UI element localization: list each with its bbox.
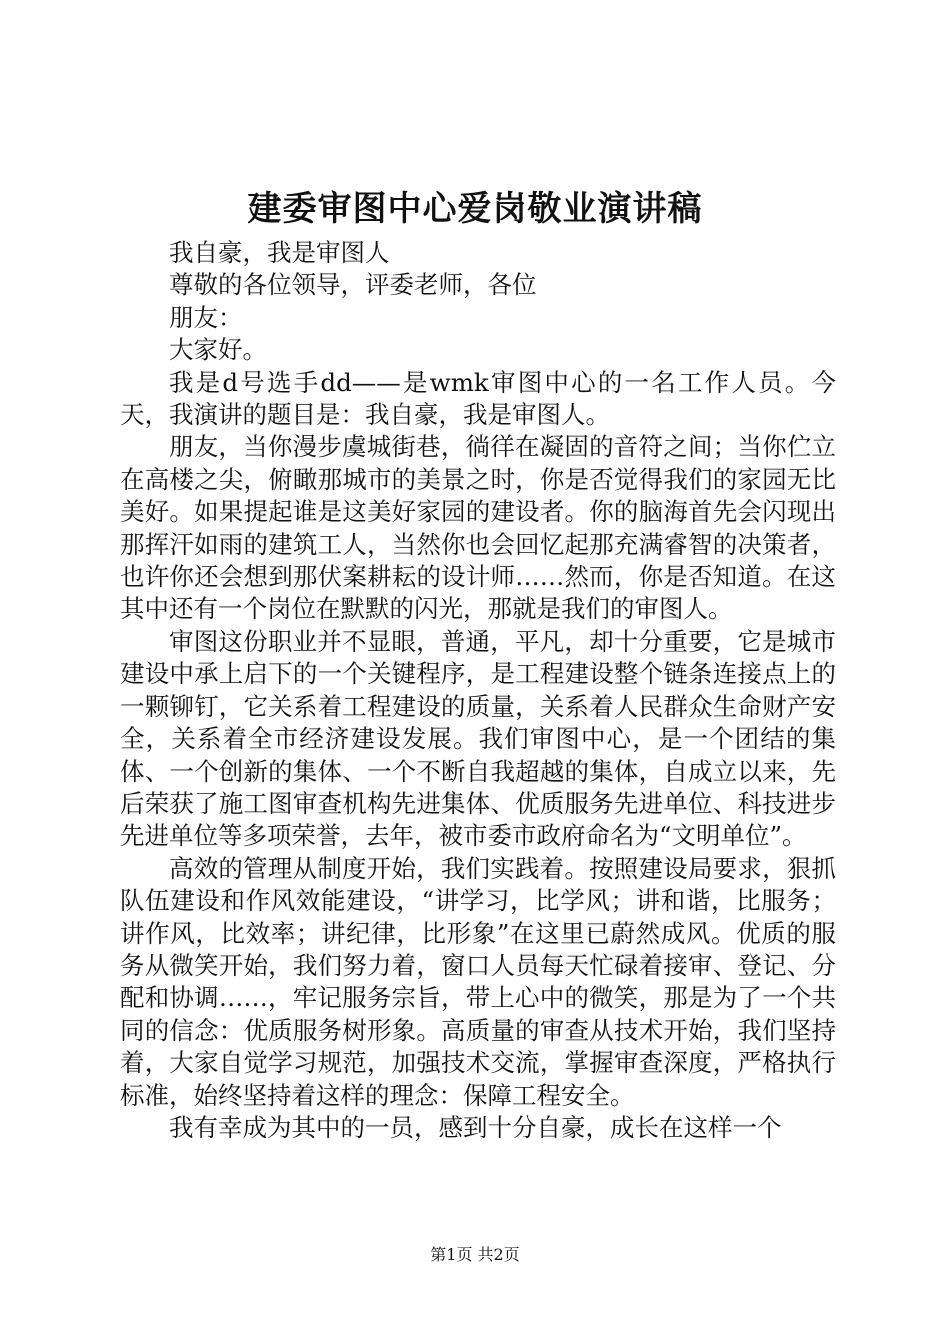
- paragraph: 朋友：: [169, 302, 243, 332]
- document-body: [120, 237, 836, 1144]
- paragraph: 审图这份职业并不显眼，普通，平凡，却十分重要，它是城市建设中承上启下的一个关键程序，是工程建设整个链条连接点上的一颗铆钉，它关系着工程建设的质量，关系着人民群众生命财产安全，关系着全市经济建设发展。我们审图中心，是一个团结的集体、一个创新的集体、一个不断自我超越的集体，自成立以来，先后荣获了施工图审查机构先进集体、优质服务先进单位、科技进步先进单位等多项荣誉，去年，被市委市政府命名为“文明单位”。: [120, 626, 836, 851]
- page-number-footer: 第1页 共2页: [430, 1245, 520, 1264]
- paragraph: 高效的管理从制度开始，我们实践着。按照建设局要求，狠抓队伍建设和作风效能建设，“讲学习，比学风；讲和谐，比服务；讲作风，比效率；讲纪律，比形象”在这里已蔚然成风。优质的服务从微笑开始，我们努力着，窗口人员每天忙碌着接审、登记、分配和协调……，牢记服务宗旨，带上心中的微笑，那是为了一个共同的信念：优质服务树形象。高质量的审查从技术开始，我们坚持着，大家自觉学习规范，加强技术交流，掌握审查深度，严格执行标准，始终坚持着这样的理念：保障工程安全。: [120, 853, 836, 1110]
- paragraph: 尊敬的各位领导，评委老师，各位: [169, 270, 537, 300]
- paragraph: 朋友，当你漫步虞城街巷，徜徉在凝固的音符之间；当你伫立在高楼之尖，俯瞰那城市的美景之时，你是否觉得我们的家园无比美好。如果提起谁是这美好家园的建设者。你的脑海首先会闪现出那挥汗如雨的建筑工人，当然你也会回忆起那充满睿智的决策者，也许你还会想到那伏案耕耘的设计师……然而，你是否知道。在这其中还有一个岗位在默默的闪光，那就是我们的审图人。: [120, 432, 836, 624]
- paragraph: 我自豪，我是审图人: [169, 238, 390, 267]
- paragraph: 大家好。: [169, 335, 267, 365]
- paragraph: 我有幸成为其中的一员，感到十分自豪，成长在这样一个: [169, 1112, 782, 1142]
- paragraph: 我是d号选手dd——是wmk审图中心的一名工作人员。今天，我演讲的题目是：我自豪，我是审图人。: [120, 367, 836, 430]
- document-title: 建委审图中心爱岗敬业演讲稿: [247, 189, 703, 229]
